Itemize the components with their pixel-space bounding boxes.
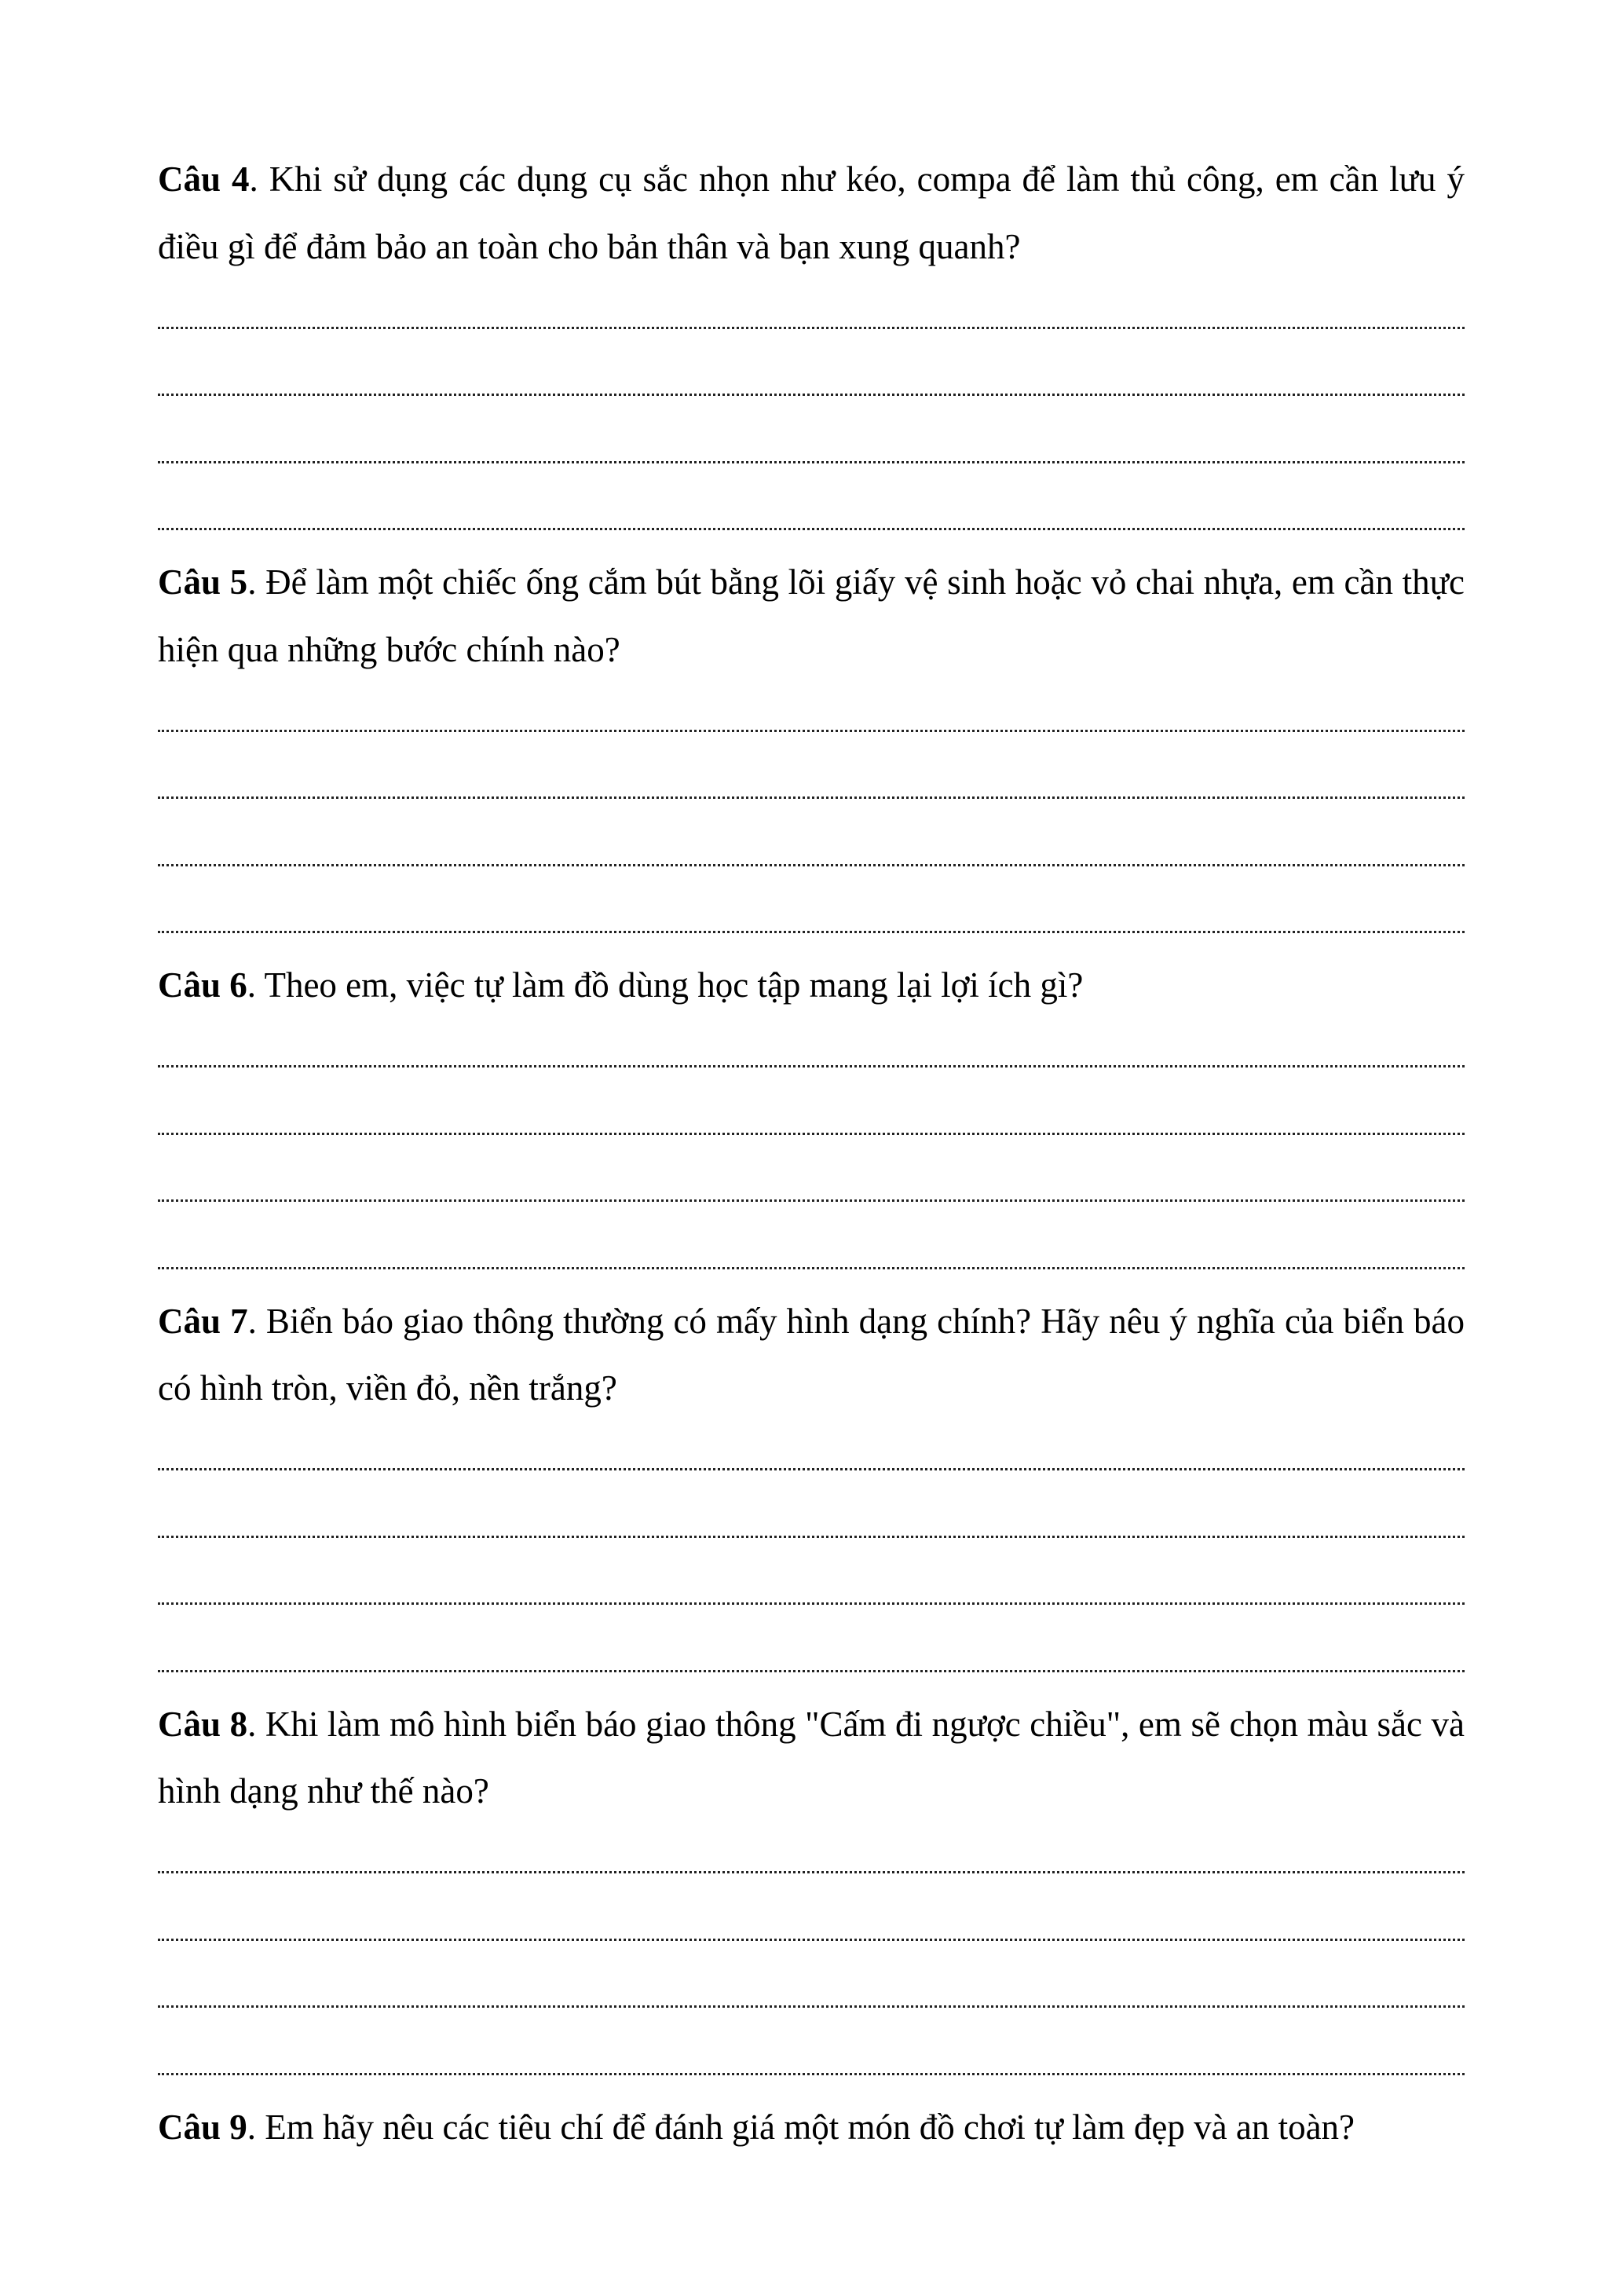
- question-text: [158, 1288, 1465, 1423]
- answer-line[interactable]: [158, 1825, 1465, 1893]
- answer-line[interactable]: [158, 482, 1465, 550]
- question-label: Câu 6: [158, 965, 247, 1005]
- question-8: [158, 1691, 1465, 2094]
- question-text: [158, 549, 1465, 683]
- answer-line[interactable]: [158, 885, 1465, 953]
- question-label: Câu 7: [158, 1301, 248, 1341]
- question-7: [158, 1288, 1465, 1691]
- answer-line[interactable]: [158, 1221, 1465, 1288]
- question-body: . Biển báo giao thông thường có mấy hình dạng chính? Hãy nêu ý nghĩa của biển báo có hình tròn, viền đỏ, nền trắng?: [158, 1301, 1465, 1408]
- answer-line[interactable]: [158, 1624, 1465, 1691]
- answer-line[interactable]: [158, 348, 1465, 416]
- question-label: Câu 5: [158, 562, 248, 602]
- answer-line[interactable]: [158, 1086, 1465, 1154]
- answer-line[interactable]: [158, 1557, 1465, 1624]
- question-4: [158, 146, 1465, 549]
- question-text: [158, 2094, 1465, 2162]
- answer-line[interactable]: [158, 415, 1465, 482]
- question-5: [158, 549, 1465, 952]
- answer-line[interactable]: [158, 818, 1465, 885]
- answer-line[interactable]: [158, 683, 1465, 751]
- answer-line[interactable]: [158, 1423, 1465, 1490]
- answer-line[interactable]: [158, 1154, 1465, 1221]
- question-6: [158, 952, 1465, 1288]
- question-body: . Theo em, việc tự làm đồ dùng học tập mang lại lợi ích gì?: [247, 965, 1084, 1005]
- question-text: [158, 146, 1465, 280]
- question-text: [158, 952, 1465, 1020]
- question-body: . Để làm một chiếc ống cắm bút bằng lõi giấy vệ sinh hoặc vỏ chai nhựa, em cần thực hiện qua những bước chính nào?: [158, 562, 1465, 669]
- answer-line[interactable]: [158, 1020, 1465, 1087]
- question-9: [158, 2094, 1465, 2162]
- question-body: . Em hãy nêu các tiêu chí để đánh giá một món đồ chơi tự làm đẹp và an toàn?: [247, 2107, 1355, 2147]
- question-text: [158, 1691, 1465, 1825]
- question-label: Câu 8: [158, 1704, 248, 1744]
- worksheet-page: [158, 146, 1465, 2161]
- answer-line[interactable]: [158, 1960, 1465, 2027]
- answer-line[interactable]: [158, 751, 1465, 818]
- question-body: . Khi làm mô hình biển báo giao thông "Cấm đi ngược chiều", em sẽ chọn màu sắc và hình dạng như thế nào?: [158, 1704, 1465, 1811]
- answer-line[interactable]: [158, 1892, 1465, 1960]
- answer-line[interactable]: [158, 2027, 1465, 2094]
- question-body: . Khi sử dụng các dụng cụ sắc nhọn như kéo, compa để làm thủ công, em cần lưu ý điều gì để đảm bảo an toàn cho bản thân và bạn xung quanh?: [158, 159, 1465, 266]
- answer-line[interactable]: [158, 280, 1465, 348]
- question-label: Câu 4: [158, 159, 250, 199]
- answer-line[interactable]: [158, 1489, 1465, 1557]
- question-label: Câu 9: [158, 2107, 247, 2147]
